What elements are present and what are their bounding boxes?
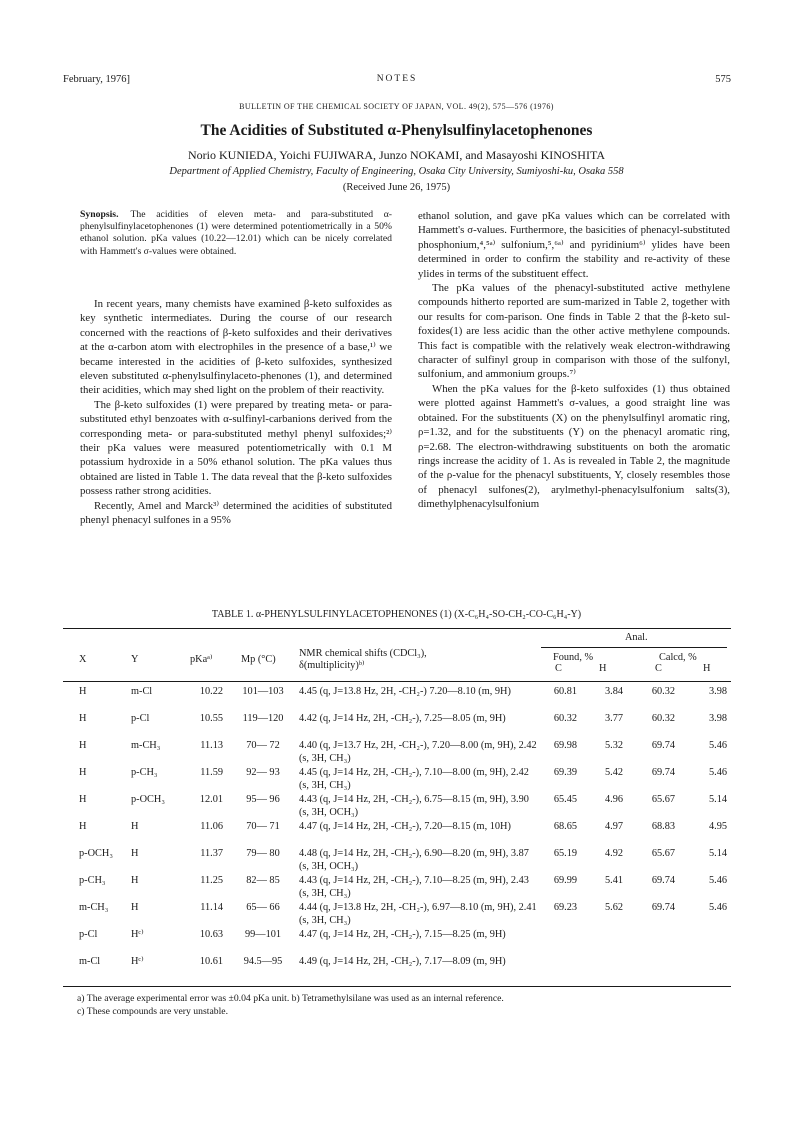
cell-x: H	[79, 686, 87, 697]
cell-calcd-h: 5.46	[708, 875, 727, 886]
cell-nmr: 4.47 (q, J=14 Hz, 2H, -CH₂-), 7.15—8.25 (m, 9H)	[299, 929, 506, 940]
cell-x: m-Cl	[79, 956, 101, 967]
synopsis-heading: Synopsis.	[80, 209, 119, 220]
cell-nmr: 4.43 (q, J=14 Hz, 2H, -CH₂-), 6.75—8.15 (m, 9H), 3.90 (s, 3H, OCH₃)	[299, 794, 529, 818]
cell-pka: 11.06	[200, 821, 223, 832]
cell-found-c: 69.98	[553, 740, 577, 751]
paragraph: The β-keto sulfoxides (1) were prepared by treating meta- or para-substituted ethyl benzoates with α-sulfinyl-carbanions derived from the corresponding meta- or para-substituted methyl phenyl sulfoxides;²⁾ their pKa values were measured potentiometrically with 0.1 M potassium hydroxide in a 50% ethanol solution. The pKa values thus obtained are listed in Table 1. The data reveal that the β-keto sulfoxides possess rather strong acidities.	[80, 398, 392, 498]
cell-mp: 95— 96	[246, 794, 280, 805]
cell-nmr: 4.43 (q, J=14 Hz, 2H, -CH₂-), 7.10—8.25 (m, 9H), 2.43 (s, 3H, CH₃)	[299, 875, 529, 899]
header-y: Y	[131, 654, 139, 665]
cell-x: H	[79, 794, 87, 805]
paragraph: In recent years, many chemists have examined β-keto sulfoxides as key synthetic intermediates. During the course of our research concerned with the reactions of β-keto sulfoxides and their derivatives at the α-carbon atom with electrophiles in the presence of a base,¹⁾ we became interested in the acidities of β-keto sulfoxides, synthesized eleven substituted α-phenylsulfinylaceto-phenones (1), and determined their acidities, which may shed light on the problem of their reactivity.	[80, 298, 392, 397]
cell-pka: 11.14	[200, 902, 223, 913]
running-head	[63, 74, 731, 88]
cell-pka: 12.01	[199, 794, 223, 805]
table-row	[63, 875, 731, 902]
cell-found-c: 69.39	[553, 767, 577, 778]
table-row	[63, 848, 731, 875]
header-calcd-c: C	[655, 663, 662, 674]
cell-calcd-h: 3.98	[708, 713, 727, 724]
cell-x: m-CH₃	[79, 902, 109, 913]
cell-calcd-c: 69.74	[651, 902, 675, 913]
header-found: Found, %	[553, 652, 594, 663]
cell-pka: 11.37	[200, 848, 223, 859]
cell-nmr: 4.47 (q, J=14 Hz, 2H, -CH₂-), 7.20—8.15 (m, 10H)	[299, 821, 511, 832]
cell-y: p-CH₃	[131, 767, 158, 778]
cell-nmr: 4.45 (q, J=13.8 Hz, 2H, -CH₂-) 7.20—8.10 (m, 9H)	[299, 686, 511, 697]
cell-found-h: 5.41	[604, 875, 623, 886]
table-header-rule	[63, 681, 731, 682]
synopsis-text: The acidities of eleven meta- and para-substituted α-phenylsulfinylacetophenones (1) were determined potentiometrically in a 50% ethanol solution. pKa values (10.22—12.01) which can be nicely correlated with Hammett's σ-values were obtained.	[80, 209, 392, 257]
paper-title: The Acidities of Substituted α-Phenylsulfinylacetophenones	[200, 122, 593, 139]
cell-found-c: 68.65	[553, 821, 577, 832]
cell-found-c: 65.45	[553, 794, 577, 805]
cell-calcd-h: 5.46	[708, 767, 727, 778]
cell-y: m-Cl	[131, 686, 153, 697]
cell-found-h: 5.42	[604, 767, 623, 778]
header-found-c: C	[555, 663, 562, 674]
table-row	[63, 956, 731, 983]
cell-mp: 119—120	[242, 713, 284, 724]
cell-calcd-h: 5.46	[708, 740, 727, 751]
cell-y: Hᶜ⁾	[131, 929, 144, 940]
cell-x: H	[79, 767, 87, 778]
cell-x: p-OCH₃	[79, 848, 113, 859]
cell-nmr: 4.44 (q, J=13.8 Hz, 2H, -CH₂-), 6.97—8.10 (m, 9H), 2.41 (s, 3H, CH₃)	[299, 902, 537, 926]
cell-x: H	[79, 740, 87, 751]
paragraph: The pKa values of the phenacyl-substituted active methylene compounds hitherto reported are sum-marized in Table 2, together with our results for com-parison. One finds in Table 2 that the β-keto sul-foxides(1) are less acidic than the other active methylene compounds. This fact is compatible with the relatively weak electron-withdrawing character of sulfinyl group in comparison with those of the sulfonyl, sulfonium, and ammonium groups.⁷⁾	[418, 282, 730, 381]
cell-found-c: 60.81	[553, 686, 577, 697]
table-row	[63, 740, 731, 767]
cell-mp: 99—101	[244, 929, 282, 940]
cell-mp: 101—103	[242, 686, 284, 697]
cell-calcd-c: 69.74	[651, 740, 675, 751]
cell-found-h: 4.97	[604, 821, 623, 832]
cell-found-h: 4.92	[604, 848, 623, 859]
paragraph: When the pKa values for the β-keto sulfoxides (1) thus obtained were plotted against Hammett's σ-values, a good straight line was obtained. For the substituents (X) on the phenylsulfinyl aromatic ring, ρ=1.32, and for the substituents (Y) on the phenacyl aromatic ring, ρ=2.68. The electron-withdrawing substituents on both the aromatic rings increase the acidity of 1. As is revealed in Table 2, the magnitude of the ρ-value for the phenacyl substituents, Y, closely resembles those of phenacyl sulfones(2), arylmethyl-phenacylsulfonium salts(3), dimethylphenacylsulfonium	[418, 382, 730, 511]
cell-found-h: 5.32	[604, 740, 623, 751]
table-header	[63, 628, 731, 680]
cell-y: H	[131, 821, 139, 832]
cell-mp: 79— 80	[246, 848, 280, 859]
header-date: February, 1976]	[63, 74, 130, 85]
left-column	[80, 297, 392, 528]
cell-calcd-c: 69.74	[651, 875, 675, 886]
cell-pka: 10.22	[199, 686, 223, 697]
cell-calcd-c: 65.67	[651, 848, 675, 859]
cell-pka: 10.63	[199, 929, 223, 940]
table-row	[63, 794, 731, 821]
cell-calcd-c: 60.32	[651, 713, 675, 724]
synopsis	[80, 209, 392, 258]
header-found-h: H	[599, 663, 607, 674]
cell-found-h: 4.96	[604, 794, 623, 805]
cell-mp: 82— 85	[246, 875, 280, 886]
table-row	[63, 686, 731, 713]
cell-mp: 70— 72	[246, 740, 280, 751]
cell-y: H	[131, 902, 139, 913]
header-x: X	[79, 654, 87, 665]
anal-rule	[541, 647, 727, 648]
cell-found-c: 69.23	[553, 902, 577, 913]
table-row	[63, 767, 731, 794]
cell-y: H	[131, 875, 139, 886]
journal-citation: BULLETIN OF THE CHEMICAL SOCIETY OF JAPAN, VOL. 49(2), 575—576 (1976)	[239, 102, 554, 111]
header-page-number: 575	[715, 74, 731, 85]
header-calcd-h: H	[703, 663, 711, 674]
cell-y: p-OCH₃	[131, 794, 165, 805]
cell-y: m-CH₃	[131, 740, 161, 751]
right-column	[418, 209, 730, 512]
cell-pka: 10.55	[199, 713, 223, 724]
cell-x: p-Cl	[79, 929, 98, 940]
cell-y: p-Cl	[131, 713, 150, 724]
table-caption: TABLE 1. α-PHENYLSULFINYLACETOPHENONES (1) (X-C₆H₄-SO-CH₂-CO-C₆H₄-Y)	[211, 609, 582, 620]
cell-nmr: 4.49 (q, J=14 Hz, 2H, -CH₂-), 7.17—8.09 (m, 9H)	[299, 956, 506, 967]
cell-calcd-h: 5.46	[708, 902, 727, 913]
cell-nmr: 4.48 (q, J=14 Hz, 2H, -CH₂-), 6.90—8.20 (m, 9H), 3.87 (s, 3H, OCH₃)	[299, 848, 529, 872]
header-nmr-line2: δ(multiplicity)ᵇ⁾	[299, 660, 365, 671]
cell-found-c: 65.19	[553, 848, 577, 859]
cell-found-c: 60.32	[553, 713, 577, 724]
header-nmr-line1: NMR chemical shifts (CDCl₃),	[299, 648, 427, 659]
cell-calcd-c: 60.32	[651, 686, 675, 697]
paragraph: Recently, Amel and Marck³⁾ determined the acidities of substituted phenyl phenacyl sulfones in a 95%	[80, 499, 392, 527]
affiliation: Department of Applied Chemistry, Faculty of Engineering, Osaka City University, Sumiyoshi-ku, Osaka 558	[169, 166, 624, 177]
header-anal: Anal.	[625, 632, 648, 643]
header-section: NOTES	[376, 74, 418, 84]
cell-nmr: 4.40 (q, J=13.7 Hz, 2H, -CH₂-), 7.20—8.00 (m, 9H), 2.42 (s, 3H, CH₃)	[299, 740, 537, 764]
cell-found-h: 3.84	[604, 686, 623, 697]
cell-mp: 70— 71	[246, 821, 280, 832]
footnote: a) The average experimental error was ±0.04 pKa unit. b) Tetramethylsilane was used as an internal reference.	[77, 993, 504, 1004]
cell-x: H	[79, 713, 87, 724]
cell-y: H	[131, 848, 139, 859]
cell-calcd-h: 5.14	[708, 848, 727, 859]
table-footnotes	[77, 993, 737, 1018]
cell-found-c: 69.99	[553, 875, 577, 886]
header-mp: Mp (°C)	[241, 654, 276, 665]
author-list: Norio KUNIEDA, Yoichi FUJIWARA, Junzo NOKAMI, and Masayoshi KINOSHITA	[187, 148, 606, 162]
cell-mp: 94.5—95	[243, 956, 283, 967]
cell-x: H	[79, 821, 87, 832]
table-bottom-rule	[63, 986, 731, 987]
cell-mp: 65— 66	[246, 902, 280, 913]
cell-calcd-h: 5.14	[708, 794, 727, 805]
cell-x: p-CH₃	[79, 875, 106, 886]
cell-calcd-h: 3.98	[708, 686, 727, 697]
table-row	[63, 821, 731, 848]
cell-pka: 11.13	[200, 740, 223, 751]
header-calcd: Calcd, %	[659, 652, 697, 663]
cell-calcd-c: 68.83	[651, 821, 675, 832]
cell-pka: 11.59	[200, 767, 223, 778]
cell-nmr: 4.42 (q, J=14 Hz, 2H, -CH₂-), 7.25—8.05 (m, 9H)	[299, 713, 506, 724]
cell-calcd-h: 4.95	[708, 821, 727, 832]
paragraph: ethanol solution, and gave pKa values which can be correlated with Hammett's σ-values. Furthermore, the basicities of phenacyl-substituted phosphonium,⁴,⁵ᵃ⁾ sulfonium,⁵,⁶ᵃ⁾ and pyridinium⁶⁾ ylides have been determined in order to confirm the stability and re-activity of these ylides in terms of the substituent effect.	[418, 210, 730, 280]
cell-calcd-c: 65.67	[651, 794, 675, 805]
cell-found-h: 3.77	[604, 713, 623, 724]
table-row	[63, 713, 731, 740]
header-pka: pKaᵃ⁾	[190, 654, 213, 665]
footnote: c) These compounds are very unstable.	[77, 1005, 229, 1017]
cell-pka: 10.61	[199, 956, 223, 967]
cell-pka: 11.25	[200, 875, 223, 886]
cell-y: Hᶜ⁾	[131, 956, 144, 967]
cell-nmr: 4.45 (q, J=14 Hz, 2H, -CH₂-), 7.10—8.00 (m, 9H), 2.42 (s, 3H, CH₃)	[299, 767, 529, 791]
table-row	[63, 929, 731, 956]
cell-calcd-c: 69.74	[651, 767, 675, 778]
cell-found-h: 5.62	[604, 902, 623, 913]
cell-mp: 92— 93	[246, 767, 280, 778]
received-date: (Received June 26, 1975)	[342, 182, 451, 193]
table-row	[63, 902, 731, 929]
